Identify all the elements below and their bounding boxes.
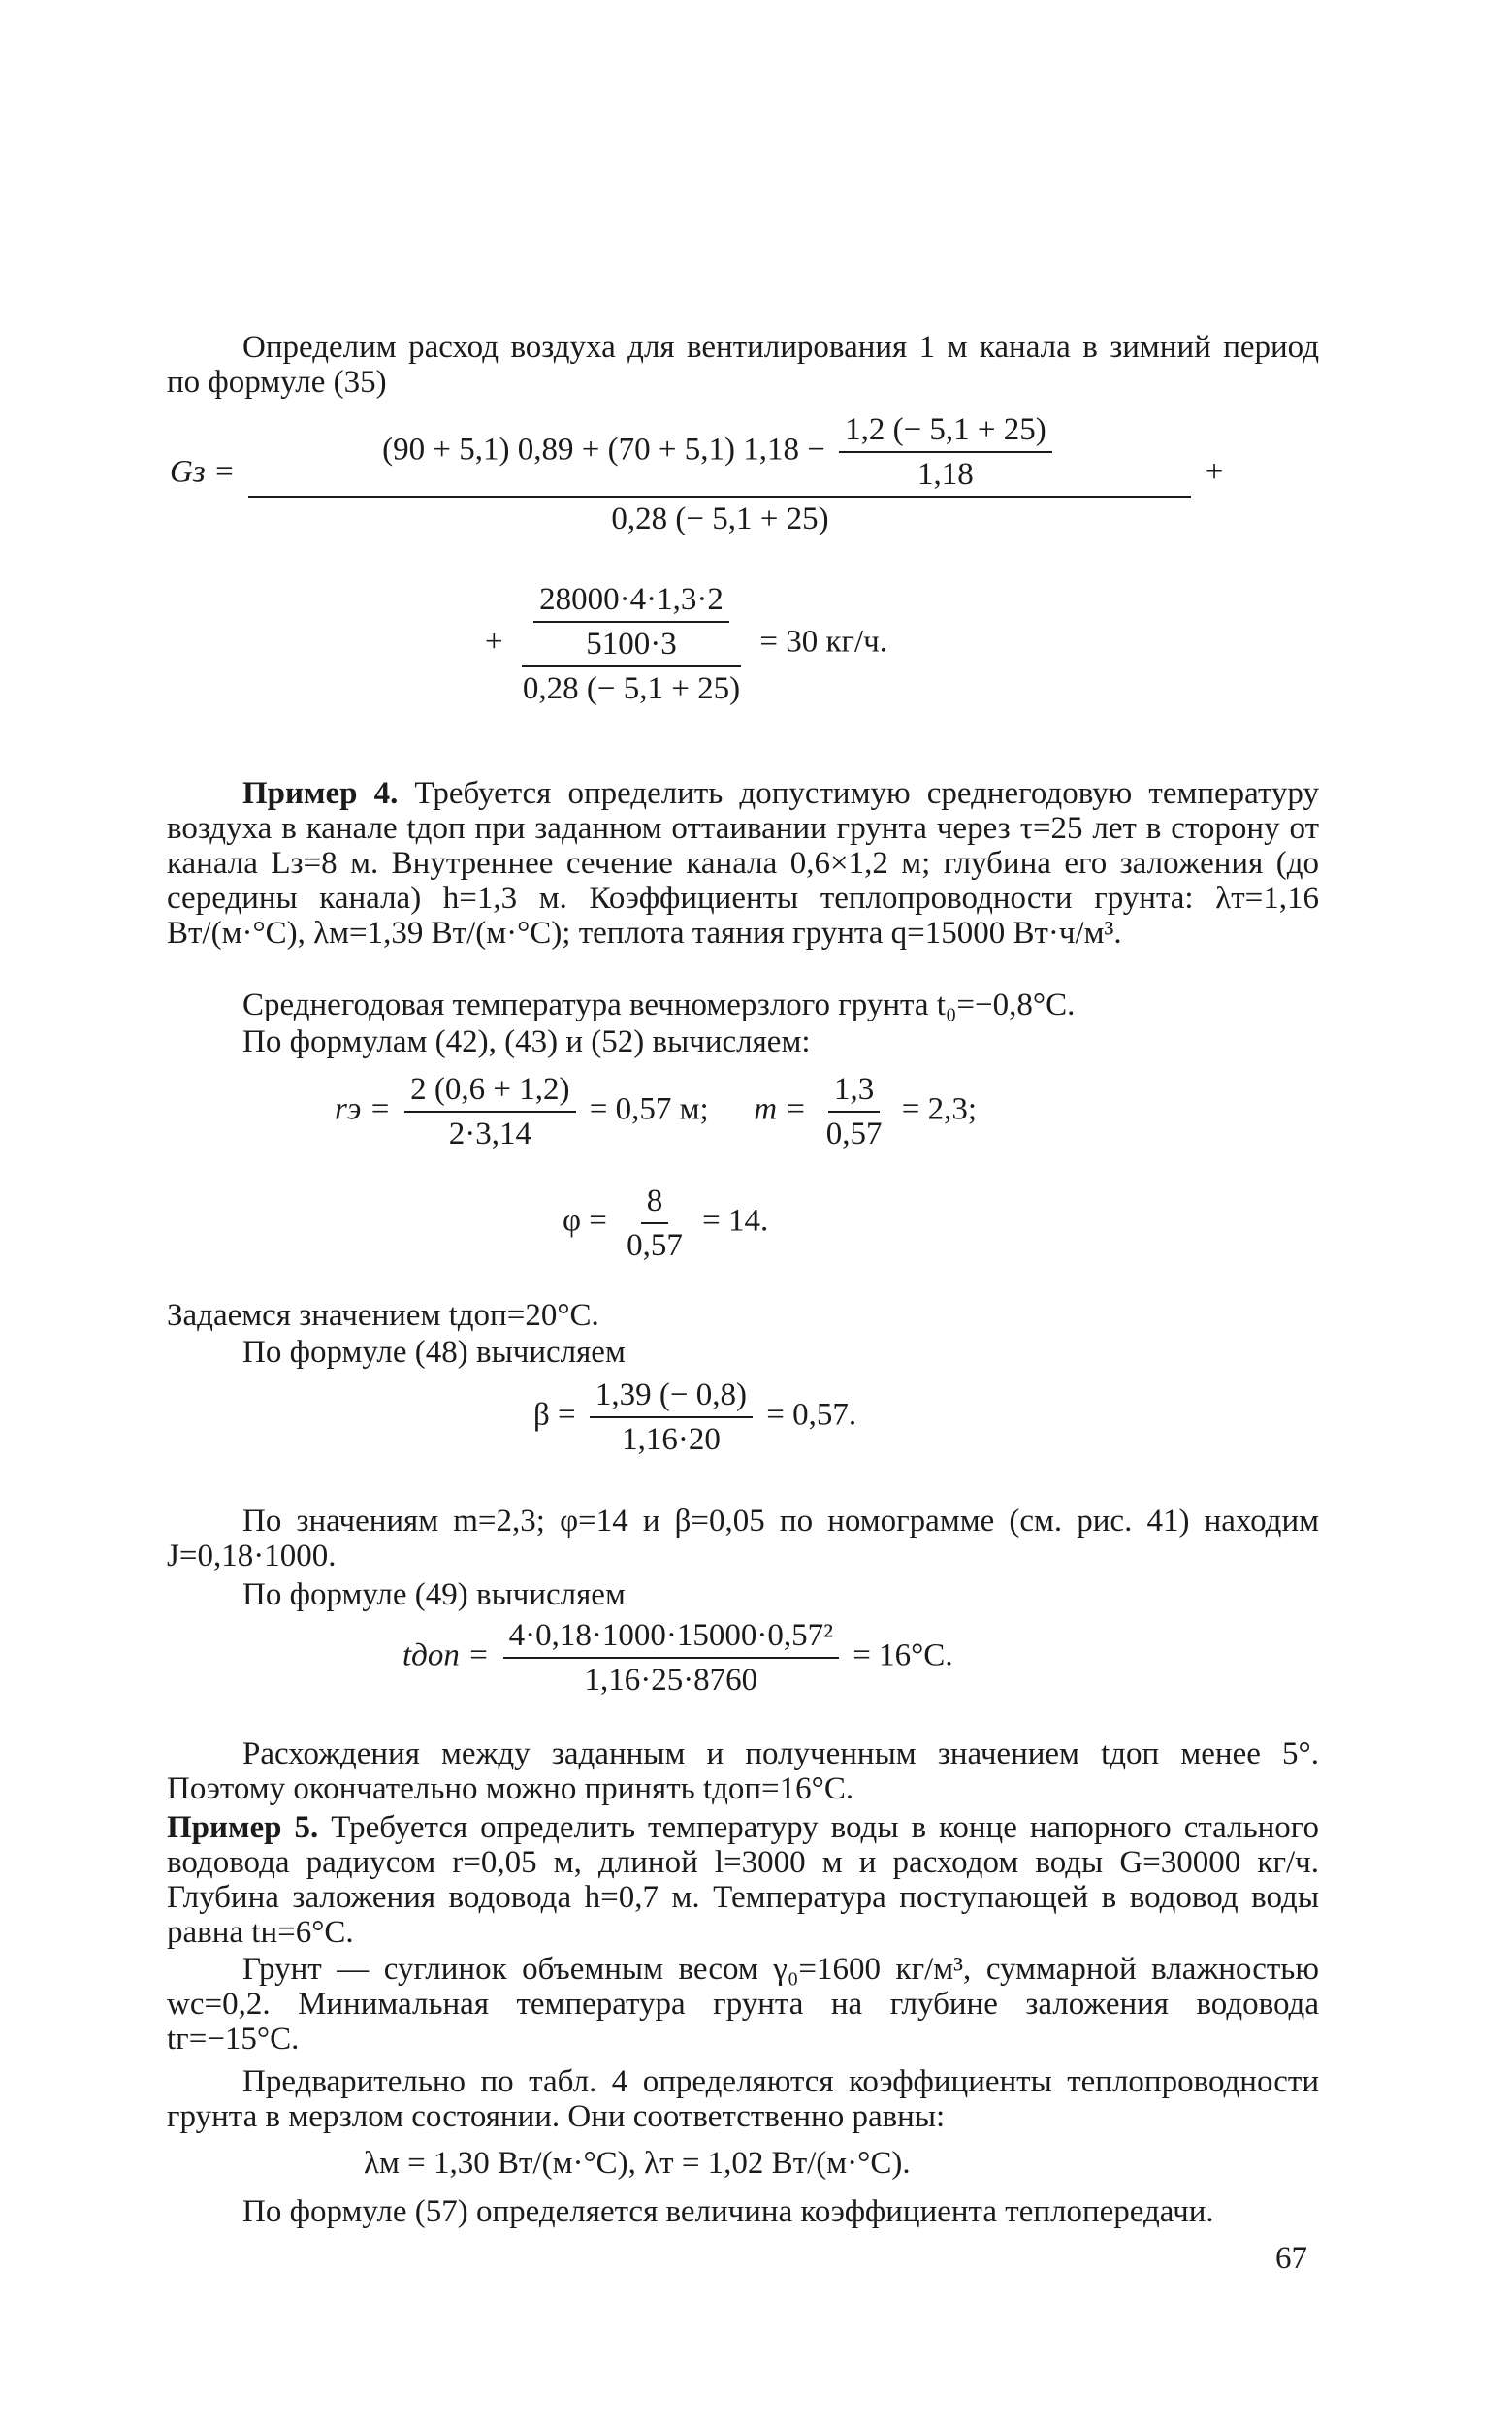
formula-lambda: λм = 1,30 Вт/(м·°С), λт = 1,02 Вт/(м·°С). <box>364 2146 911 2181</box>
paragraph-table-4: Предварительно по табл. 4 определяются коэффициенты теплопроводности грунта в мерзлом состоянии. Они соответственно равны: <box>167 2064 1319 2134</box>
tdop-fraction: $\frac{\text{4·0,18·1000·15000·0,57²}}{1,16\cdot 25\cdot 8760}$ <box>503 1618 839 1698</box>
paragraph-intro: Определим расход воздуха для вентилирования 1 м канала в зимний период по формуле (35) <box>167 330 1319 400</box>
paragraph-soil: Грунт — суглинок объемным весом γ₀=1600 кг/м³, суммарной влажностью wс=0,2. Минимальная температура грунта на глубине заложения водовода tг=−15°С. <box>167 1952 1319 2057</box>
formula-g-main: Gз = (90 + 5,1) 0,89 + (70 + 5,1) 1,18 − $\frac{1,2 (- 5,1 + 25)}{1,18}$ 0,28 (− 5,1 + 25) + <box>170 412 1224 536</box>
paragraph-example-5: Пример 5. Требуется определить температуру воды в конце напорного стального водовода радиусом r=0,05 м, длиной l=3000 м и расходом воды G=30000 кг/ч. Глубина заложения водовода h=0,7 м. Температура поступающей в водовод воды равна tн=6°С. <box>167 1810 1320 1950</box>
phi-fraction: $\frac{8}{0,57}$ <box>627 1183 683 1263</box>
paragraph-example-4: Пример 4. Требуется определить допустимую среднегодовую температуру воздуха в канале tдоп при заданном оттаивании грунта через τ=25 лет в сторону от канала Lз=8 м. Внутреннее сечение канала 0,6×1,2 м; глубина его заложения (до середины канала) h=1,3 м. Коэффициенты теплопроводности грунта: λт=1,16 Вт/(м·°С), λм=1,39 Вт/(м·°С); теплота таяния грунта q=15000 Вт·ч/м³. <box>167 776 1319 951</box>
paragraph-nomogram: По значениям m=2,3; φ=14 и β=0,05 по номограмме (см. рис. 41) находим J=0,18·1000. <box>167 1504 1319 1573</box>
formula-tdop: tдоп = $\frac{\text{4·0,18·1000·15000·0,57²}}{1,16\cdot 25\cdot 8760}$ = 16°С. <box>402 1618 953 1698</box>
paragraph-permafrost-temp: Среднегодовая температура вечномерзлого грунта t₀=−0,8°С. <box>242 988 1076 1022</box>
g2-fraction: $\frac{\frac{28000\cdot 4\cdot 1,3\cdot 2}{5100\cdot 3}}{0,28 (- 5,1 + 25)}$ <box>522 582 741 706</box>
g2-top-fraction: $\frac{28000\cdot 4\cdot 1,3\cdot 2}{5100\cdot 3}$ <box>533 582 729 662</box>
paragraph-set-tdop: Задаемся значением tдоп=20°С. <box>167 1298 599 1333</box>
beta-fraction: $\frac{1,39 (- 0,8)}{1,16\cdot 20}$ <box>590 1377 753 1457</box>
g-fraction: (90 + 5,1) 0,89 + (70 + 5,1) 1,18 − $\frac{1,2 (- 5,1 + 25)}{1,18}$ 0,28 (− 5,1 + 25) <box>248 412 1191 536</box>
formula-beta: β = $\frac{1,39 (- 0,8)}{1,16\cdot 20}$ = 0,57. <box>533 1377 857 1457</box>
formula-r-and-m: rэ = $\frac{2 (0,6 + 1,2)}{2\cdot 3,14}$ = 0,57 м; m = $\frac{1,3}{0,57}$ = 2,3; <box>335 1072 978 1151</box>
paragraph-formula-57: По формуле (57) определяется величина коэффициента теплопередачи. <box>242 2194 1214 2229</box>
paragraph-formula-49: По формуле (49) вычисляем <box>242 1577 626 1612</box>
r-fraction: $\frac{2 (0,6 + 1,2)}{2\cdot 3,14}$ <box>404 1072 575 1151</box>
g-inner-fraction: $\frac{1,2 (- 5,1 + 25)}{1,18}$ <box>839 412 1052 492</box>
m-fraction: $\frac{1,3}{0,57}$ <box>825 1072 883 1151</box>
page-number: 67 <box>1275 2241 1307 2276</box>
paragraph-formulas-42-43-52: По формулам (42), (43) и (52) вычисляем: <box>242 1024 811 1059</box>
formula-g-second: + $\frac{\frac{28000\cdot 4\cdot 1,3\cdot 2}{5100\cdot 3}}{0,28 (- 5,1 + 25)}$ = 30 кг/ч. <box>485 582 888 706</box>
paragraph-formula-48: По формуле (48) вычисляем <box>242 1335 626 1370</box>
paragraph-discrepancy: Расхождения между заданным и полученным значением tдоп менее 5°. Поэтому окончательно можно принять tдоп=16°С. <box>167 1736 1319 1806</box>
formula-phi: φ = $\frac{8}{0,57}$ = 14. <box>563 1183 769 1263</box>
